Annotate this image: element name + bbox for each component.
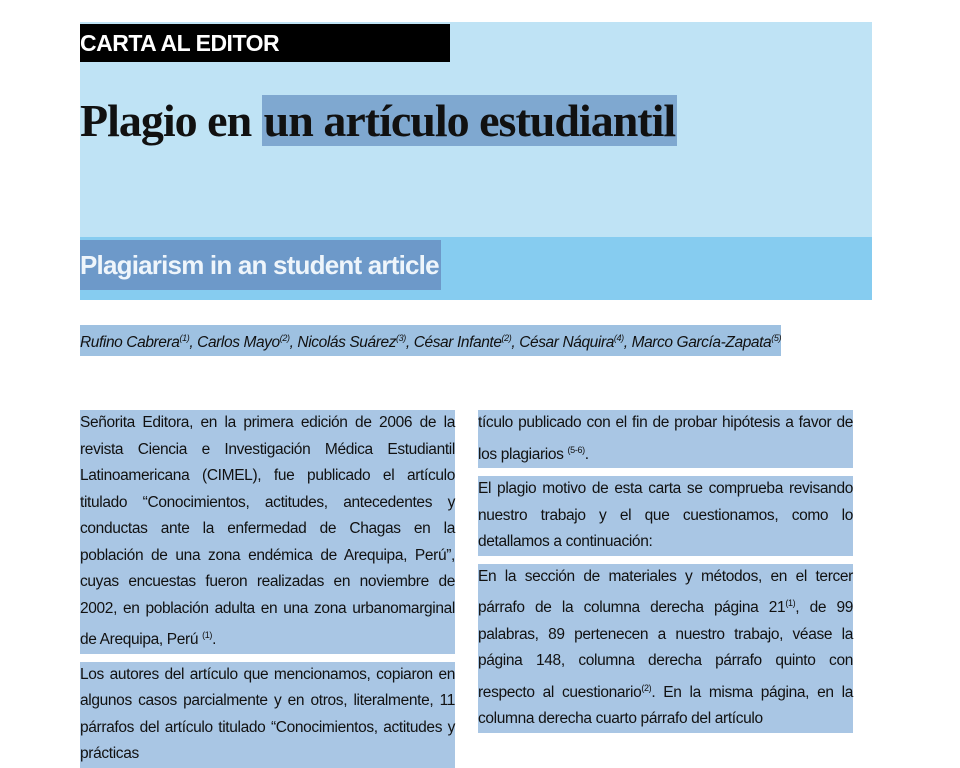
body-paragraph — [478, 564, 853, 733]
paragraph-text: Señorita Editora, en la primera edición de 2006 de la revista Ciencia e Investigación Médica Estudiantil Latinoamericana (CIMEL), fue publicado el artículo titulado “Conocimientos, actitudes, antecedentes y conductas ante la enfermedad de Chagas en la población de una zona endémica de Arequipa, Perú”, cuyas encuestas fueron realizadas en noviembre de 2002, en población adulta en una zona urbanomarginal de Arequipa, Perú — [80, 414, 455, 649]
author-ref: (1) — [179, 333, 190, 343]
citation-ref: (1) — [202, 630, 213, 640]
author-ref: (2) — [501, 333, 512, 343]
paragraph-text: . En la misma página, en la columna derecha cuarto párrafo del artículo — [478, 683, 853, 728]
author-ref: (4) — [613, 333, 624, 343]
paragraph-tail: . — [212, 631, 217, 649]
author-name: César Infante — [413, 334, 502, 352]
author-ref: (5) — [771, 333, 782, 343]
right-column — [478, 410, 853, 728]
paragraph-text: , de 99 palabras, 89 pertenecen a nuestro trabajo, véase la página 148, columna derecha párrafo quinto con respecto al cuestionario — [478, 599, 853, 701]
body-paragraph — [478, 476, 853, 556]
article-title — [80, 86, 677, 156]
left-column — [80, 410, 455, 763]
author-ref: (3) — [396, 333, 406, 343]
citation-ref: (2) — [641, 682, 652, 693]
paragraph-text: Los autores del artículo que mencionamos, copiaron en algunos casos parcialmente y en otros, literalmente, 11 párrafos del artículo titulado “Conocimientos, actitudes y prácticas — [80, 665, 455, 763]
citation-ref: (5-6) — [567, 444, 585, 455]
body-paragraph — [478, 410, 853, 468]
author-name: Marco García-Zapata — [631, 334, 772, 352]
section-tag: CARTA AL EDITOR — [80, 24, 450, 62]
author-name: Nicolás Suárez — [297, 334, 397, 352]
author-list: Rufino Cabrera$^{(1)}$, Carlos Mayo$^{(2)}$, Nicolás Suárez$^{(3)}$, César Infante$^{(2)}$, César Náquira$^{(4)}$, Marco García-Zapata$^{(5)}$ — [80, 325, 781, 356]
body-paragraph — [80, 410, 455, 654]
citation-ref: (1) — [785, 598, 796, 609]
author-name: Rufino Cabrera — [80, 334, 180, 352]
paragraph-text: El plagio motivo de esta carta se comprueba revisando nuestro trabajo y el que cuestionamos, como lo detallamos a continuación: — [478, 480, 853, 551]
author-name: Carlos Mayo — [197, 334, 280, 352]
author-name: César Náquira — [519, 334, 614, 352]
paragraph-text: En la sección de materiales y métodos, en el tercer párrafo de la columna derecha página 21 — [478, 567, 853, 617]
author-ref: (2) — [279, 333, 290, 343]
paragraph-text: tículo publicado con el fin de probar hipótesis a favor de los plagiarios — [478, 414, 853, 463]
title-part1: Plagio en — [80, 95, 262, 146]
article-subtitle: Plagiarism in an student article — [80, 240, 441, 290]
paragraph-tail: . — [584, 445, 589, 463]
body-paragraph — [80, 662, 455, 768]
title-part2-highlighted: un artículo estudiantil — [263, 95, 676, 146]
